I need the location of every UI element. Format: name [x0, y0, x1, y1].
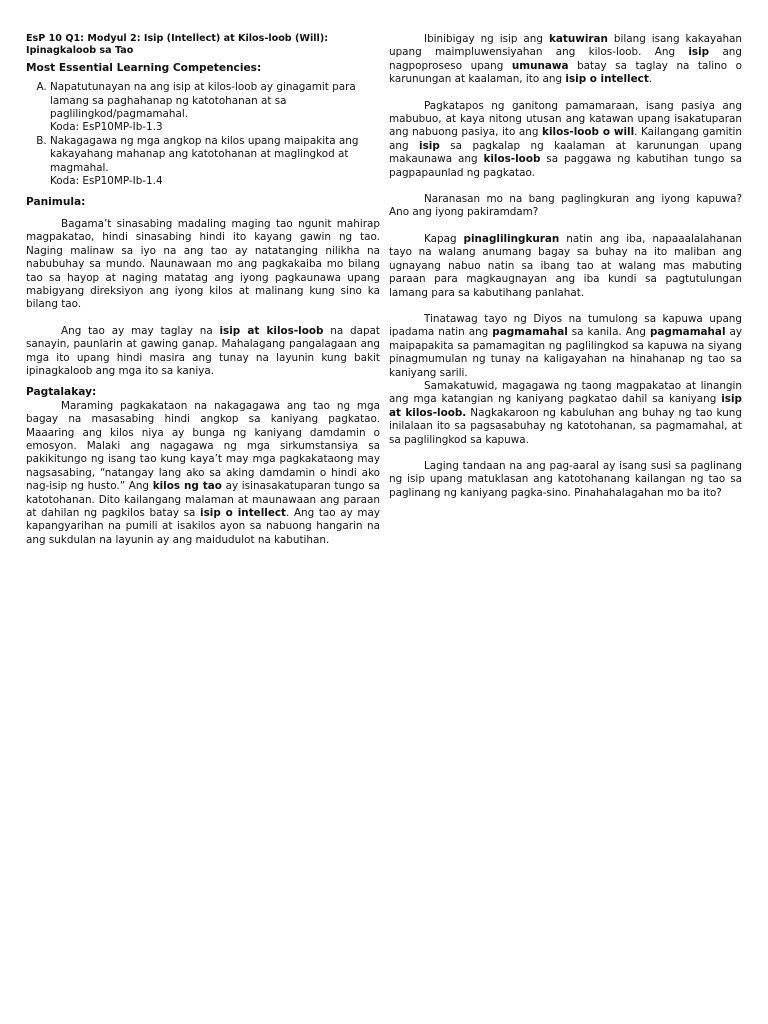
right-column [389, 33, 742, 500]
pagtalakay-paragraph-4: Naranasan mo na bang paglingkuran ang iyong kapuwa? Ano ang iyong pakiramdam? [389, 193, 742, 219]
text-run: bilang isang kakayahan upang maimpluwensiyahan ang kilos-loob. Ang [389, 33, 742, 59]
bold-term: pagmamahal [649, 326, 726, 339]
text-run: sa pagkalap ng kaalaman at karunungan upang makaunawa ang [389, 139, 742, 166]
bold-term: pagmamahal [492, 326, 568, 339]
bold-term: isip at kilos-loob [219, 324, 324, 337]
competencies-list [26, 81, 380, 188]
pagtalakay-paragraph-5 [389, 233, 742, 300]
bold-term: umunawa [511, 59, 569, 72]
text-run: . Ang tao ay may kapangyarihan na pumili at isakilos ayon sa nabuong hangarin na ang sukdulan na layunin ay ang maidudulot na kabutihan. [26, 507, 381, 546]
text-run: ay maipapakita sa pamamagitan ng paglilingkod sa kapuwa na siyang pinagmumulan ng tunay na kaligayahan na hinahanap ng tao sa kaniyang sarili. [389, 326, 742, 379]
pagtalakay-paragraph-8: Laging tandaan na ang pag-aaral ay isang susi sa paglinang ng isip upang matuklasan ang katotohanang kailangan ng tao sa paglinang ng kaniyang pagka-sino. Pinahahalagahan mo ba ito? [389, 459, 742, 499]
bold-term: isip [688, 46, 710, 59]
pagtalakay-paragraph-7 [389, 380, 742, 447]
left-column [26, 33, 380, 547]
competency-text: Napatutunayan na ang isip at kilos-loob ay ginagamit para lamang sa paghahanap ng katotohanan at sa paglilingkod/pagmamahal. [50, 81, 356, 121]
bold-term: katuwiran [548, 33, 608, 45]
pagtalakay-paragraph-6 [389, 313, 742, 380]
bold-term: kilos-loob [483, 153, 541, 166]
text-run: Kapag [424, 232, 464, 245]
panimula-heading: Panimula: [26, 196, 86, 209]
pagtalakay-heading: Pagtalakay: [26, 386, 97, 399]
text-run: sa kanila. Ang [567, 326, 650, 339]
text-run: Ibinibigay ng isip ang [424, 33, 549, 45]
competency-item [50, 135, 380, 189]
competency-text: Nakagagawa ng mga angkop na kilos upang maipakita ang kakayahang mahanap ang katotohanan at maglingkod at magmahal. [50, 134, 359, 174]
text-run: ang nagpoproseso upang [389, 46, 742, 72]
text-run: na dapat sanayin, paunlarin at gawing ganap. Mahalagang pangalagaan ang mga ito upang hindi masira ang tunay na layunin kung bakit ipinagkaloob ang mga ito sa kaniya. [26, 324, 380, 377]
bold-term: kilos ng tao [152, 480, 222, 493]
panimula-paragraph-2 [26, 325, 380, 379]
text-run: . Kailangang gamitin ang [389, 126, 743, 152]
text-run: Maraming pagkakataon na nakagagawa ang tao ng mga bagay na masasabing hindi angkop sa kaniyang pagkatao. Maaaring ang kilos niya ay bunga ng kaniyang damdamin o emosyon. Malaki ang nagagawa ng mga sirkumstansiya sa pakikitungo ng isang tao kung kaya’t may mga pagkakataong may nagsasabing, “natangay lang ako sa aking damdamin o hindi ako nag-isip ng husto.” Ang [26, 399, 380, 493]
competency-item [50, 81, 380, 135]
bold-term: isip [419, 139, 440, 152]
text-run: Ang tao ay may taglay na [61, 324, 220, 337]
competency-code: Koda: EsP10MP-Ib-1.4 [50, 175, 163, 188]
text-run: Tinatawag tayo ng Diyos na tumulong sa kapuwa upang ipadama natin ang [389, 312, 742, 339]
text-run: Pagkatapos ng ganitong pamamaraan, isang pasiya ang mabubuo, at kaya nitong utusan ang katawan upang isakatuparan ang nabuong pasiya, ito ang [389, 99, 742, 139]
text-run: batay sa taglay na talino o karunungan at kaalaman, ito ang [389, 59, 742, 86]
text-run: natin ang iba, napaaalalahanan tayo na walang anumang bagay sa buhay na ito maliban ang ugnayang nabuo natin sa ibang tao at walang mas mabuting paraan para magkaugnayan ang iba kundi sa pagtutulungan lamang para sa kabutihang panlahat. [389, 232, 742, 299]
text-run: Nagkakaroon ng kabuluhan ang buhay ng tao kung inilalaan ito sa pagsasabuhay ng katotohanan, sa pagmamahal, at sa paglilingkod sa kapuwa. [389, 406, 742, 446]
competencies-heading: Most Essential Learning Competencies: [26, 61, 262, 74]
text-run: Samakatuwid, magagawa ng taong magpakatao at linangin ang mga katangian ng kaniyang pagkatao dahil sa kaniyang [389, 379, 742, 406]
text-run: sa paggawa ng kabutihan tungo sa pagpapaunlad ng pagkatao. [389, 153, 743, 179]
pagtalakay-paragraph-1 [26, 400, 380, 547]
pagtalakay-paragraph-3 [389, 100, 742, 180]
bold-term: pinaglilingkuran [463, 232, 560, 245]
bold-term: isip o intellect [200, 507, 287, 519]
pagtalakay-paragraph-2 [389, 33, 742, 87]
competency-code: Koda: EsP10MP-Ib-1.3 [50, 121, 163, 134]
text-run: . [648, 73, 653, 86]
bold-term: kilos-loob o will [542, 126, 635, 139]
bold-term: isip o intellect [565, 73, 649, 86]
text-run: ay isinasakatuparan tungo sa katotohanan. Dito kailangang malaman at maunawaan ang paraan at dahilan ng pagkilos batay sa [26, 480, 381, 519]
bold-term: isip at kilos-loob. [389, 393, 742, 419]
module-title: EsP 10 Q1: Modyul 2: Isip (Intellect) at Kilos-loob (Will): Ipinagkaloob sa Tao [26, 33, 329, 57]
panimula-paragraph-1: Bagama’t sinasabing madaling maging tao ngunit mahirap magpakatao, hindi sinasabing hindi ito kayang gawin ng tao. Naging malinaw sa iyo na ang tao ay natatanging nilikha na nabubuhay sa mundo. Naunawaan mo ang pagkakaiba mo bilang tao sa hayop at naging matatag ang iyong pagkaunawa upang mabigyang direksiyon ang iyong kilos at malinang kung sino ka bilang tao. [26, 217, 380, 311]
